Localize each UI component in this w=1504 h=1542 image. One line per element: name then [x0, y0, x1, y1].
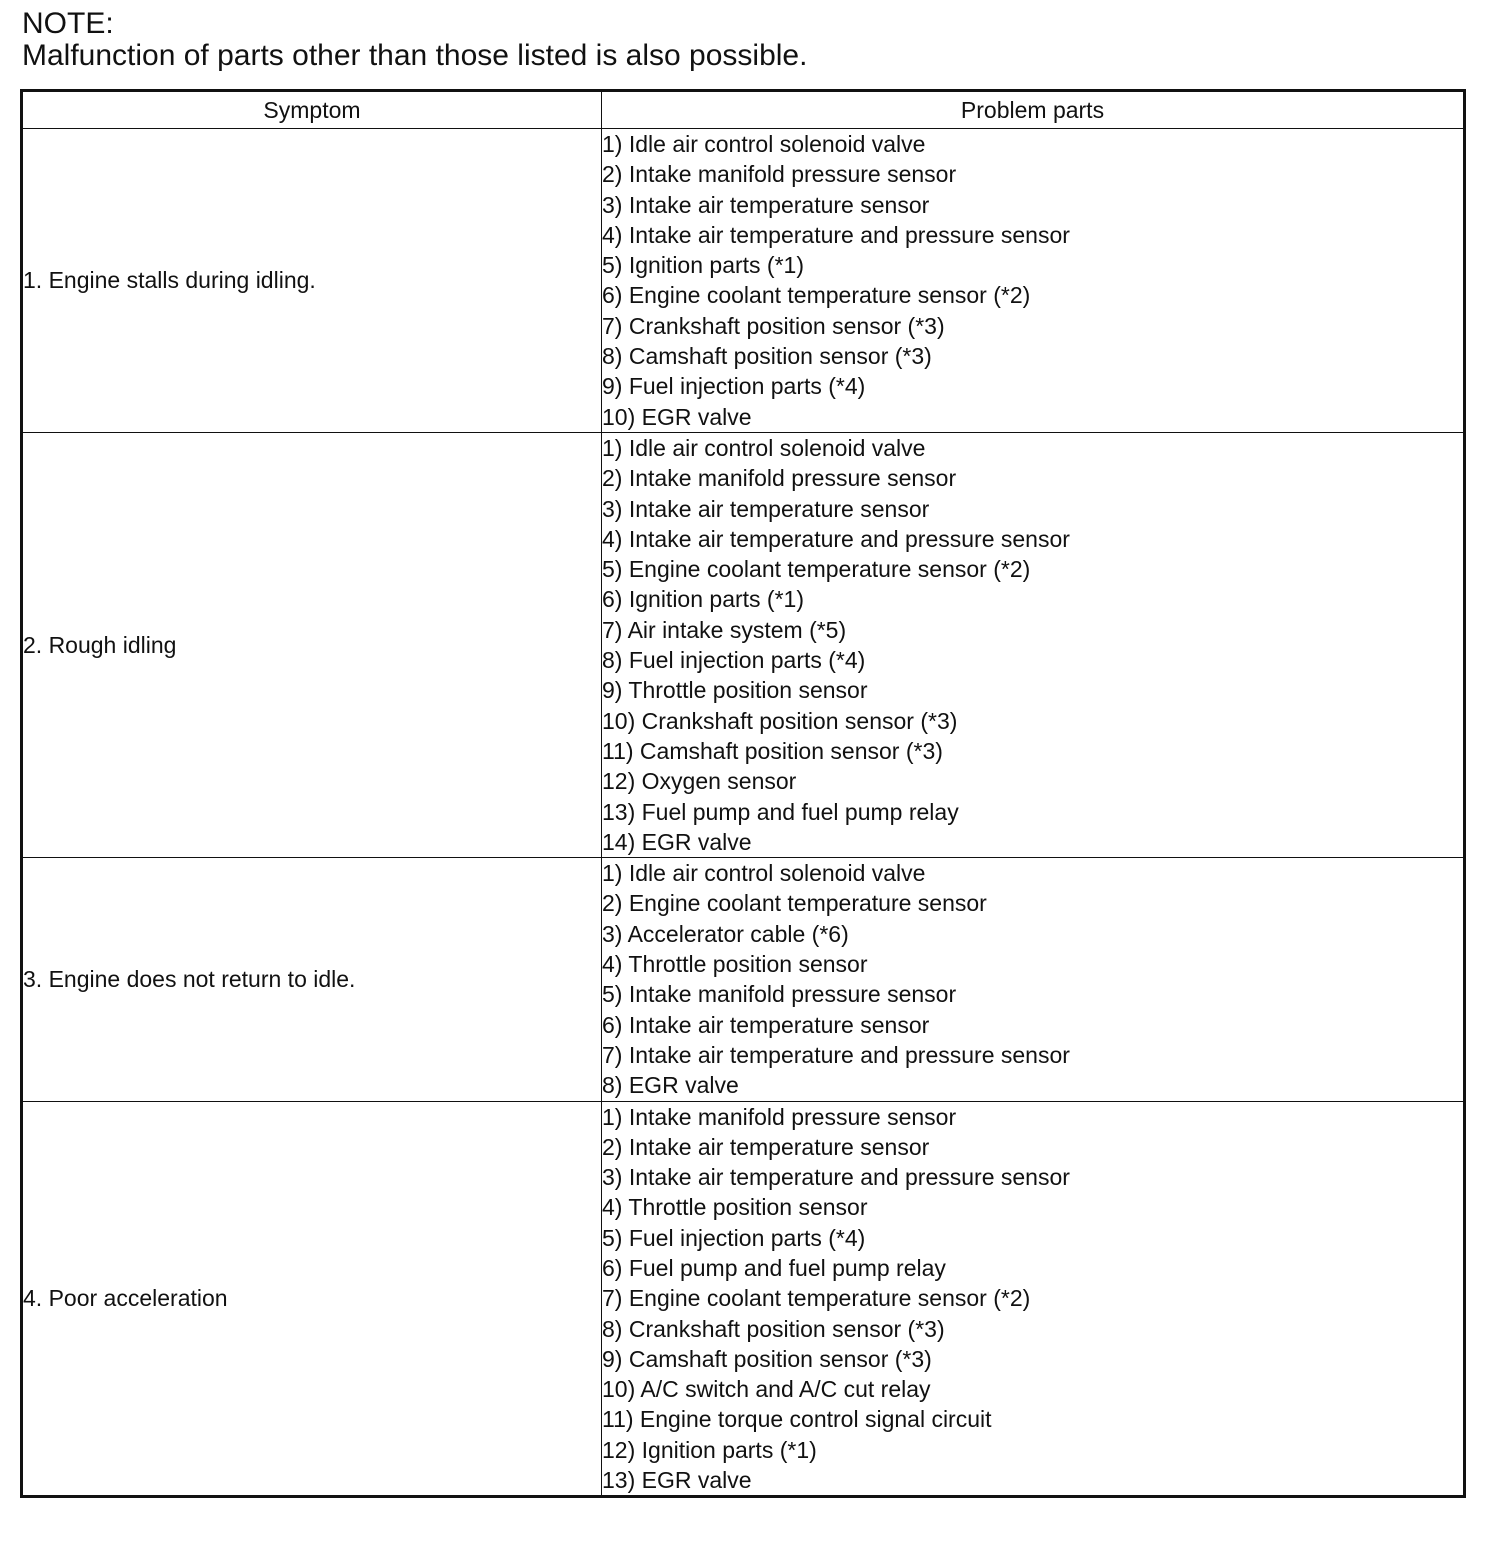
table-row: [22, 858, 1465, 1101]
problem-part-item: 13) Fuel pump and fuel pump relay: [602, 798, 959, 825]
problem-part-item: 7) Intake air temperature and pressure sensor: [602, 1041, 1070, 1068]
problem-parts-cell: [602, 129, 1465, 433]
table-row: [22, 1101, 1465, 1497]
symptom-table: [20, 89, 1466, 1498]
symptom-cell: 2. Rough idling: [22, 432, 602, 857]
symptom-cell: 3. Engine does not return to idle.: [22, 858, 602, 1101]
problem-part-item: 5) Ignition parts (*1): [602, 252, 804, 279]
problem-part-item: 2) Intake manifold pressure sensor: [602, 465, 957, 492]
note-text: Malfunction of parts other than those listed is also possible.: [22, 39, 808, 72]
problem-part-item: 13) EGR valve: [602, 1467, 752, 1494]
problem-part-item: 5) Intake manifold pressure sensor: [602, 981, 957, 1008]
problem-part-item: 1) Idle air control solenoid valve: [602, 434, 926, 461]
table-header-row: [22, 91, 1465, 129]
symptom-cell: 1. Engine stalls during idling.: [22, 129, 602, 433]
problem-parts-cell: [602, 432, 1465, 857]
problem-part-item: 3) Intake air temperature and pressure sensor: [602, 1164, 1070, 1191]
problem-part-item: 12) Oxygen sensor: [602, 768, 797, 795]
problem-part-item: 3) Accelerator cable (*6): [602, 920, 849, 947]
problem-part-item: 1) Intake manifold pressure sensor: [602, 1103, 957, 1130]
problem-part-item: 9) Throttle position sensor: [602, 677, 868, 704]
problem-part-item: 12) Ignition parts (*1): [602, 1436, 817, 1463]
problem-part-item: 9) Fuel injection parts (*4): [602, 373, 866, 400]
table-row: [22, 432, 1465, 857]
problem-part-item: 4) Throttle position sensor: [602, 951, 868, 978]
table-body: [22, 129, 1465, 1497]
problem-part-item: 4) Intake air temperature and pressure sensor: [602, 221, 1070, 248]
problem-part-item: 7) Engine coolant temperature sensor (*2): [602, 1285, 1031, 1312]
problem-part-item: 1) Idle air control solenoid valve: [602, 860, 926, 887]
problem-part-item: 11) Engine torque control signal circuit: [602, 1406, 992, 1433]
problem-part-item: 4) Intake air temperature and pressure sensor: [602, 525, 1070, 552]
problem-part-item: 10) Crankshaft position sensor (*3): [602, 707, 958, 734]
problem-part-item: 3) Intake air temperature sensor: [602, 191, 930, 218]
problem-part-item: 8) EGR valve: [602, 1072, 739, 1099]
problem-part-item: 6) Engine coolant temperature sensor (*2): [602, 282, 1031, 309]
problem-part-item: 10) EGR valve: [602, 403, 752, 430]
problem-part-item: 1) Idle air control solenoid valve: [602, 131, 926, 157]
problem-part-item: 5) Fuel injection parts (*4): [602, 1224, 866, 1251]
symptom-cell: 4. Poor acceleration: [22, 1101, 602, 1497]
header-problem-parts: Problem parts: [602, 91, 1465, 129]
problem-part-item: 3) Intake air temperature sensor: [602, 495, 930, 522]
header-symptom: Symptom: [22, 91, 602, 129]
problem-part-item: 7) Crankshaft position sensor (*3): [602, 312, 945, 339]
problem-part-item: 2) Engine coolant temperature sensor: [602, 890, 987, 917]
problem-part-item: 6) Fuel pump and fuel pump relay: [602, 1254, 946, 1281]
problem-part-item: 4) Throttle position sensor: [602, 1194, 868, 1221]
problem-part-item: 5) Engine coolant temperature sensor (*2): [602, 556, 1031, 583]
table-row: [22, 129, 1465, 433]
problem-part-item: 6) Ignition parts (*1): [602, 586, 804, 613]
problem-part-item: 7) Air intake system (*5): [602, 616, 847, 643]
problem-part-item: 2) Intake air temperature sensor: [602, 1133, 930, 1160]
problem-part-item: 6) Intake air temperature sensor: [602, 1011, 930, 1038]
problem-part-item: 8) Crankshaft position sensor (*3): [602, 1315, 945, 1342]
problem-part-item: 8) Camshaft position sensor (*3): [602, 343, 932, 370]
note-heading: NOTE:: [22, 7, 114, 40]
note-block: [22, 8, 807, 72]
problem-part-item: 2) Intake manifold pressure sensor: [602, 161, 957, 188]
problem-part-item: 8) Fuel injection parts (*4): [602, 647, 866, 674]
problem-parts-cell: [602, 858, 1465, 1101]
problem-part-item: 14) EGR valve: [602, 828, 752, 855]
problem-part-item: 10) A/C switch and A/C cut relay: [602, 1376, 931, 1403]
problem-parts-cell: [602, 1101, 1465, 1497]
problem-part-item: 9) Camshaft position sensor (*3): [602, 1345, 932, 1372]
problem-part-item: 11) Camshaft position sensor (*3): [602, 737, 943, 764]
